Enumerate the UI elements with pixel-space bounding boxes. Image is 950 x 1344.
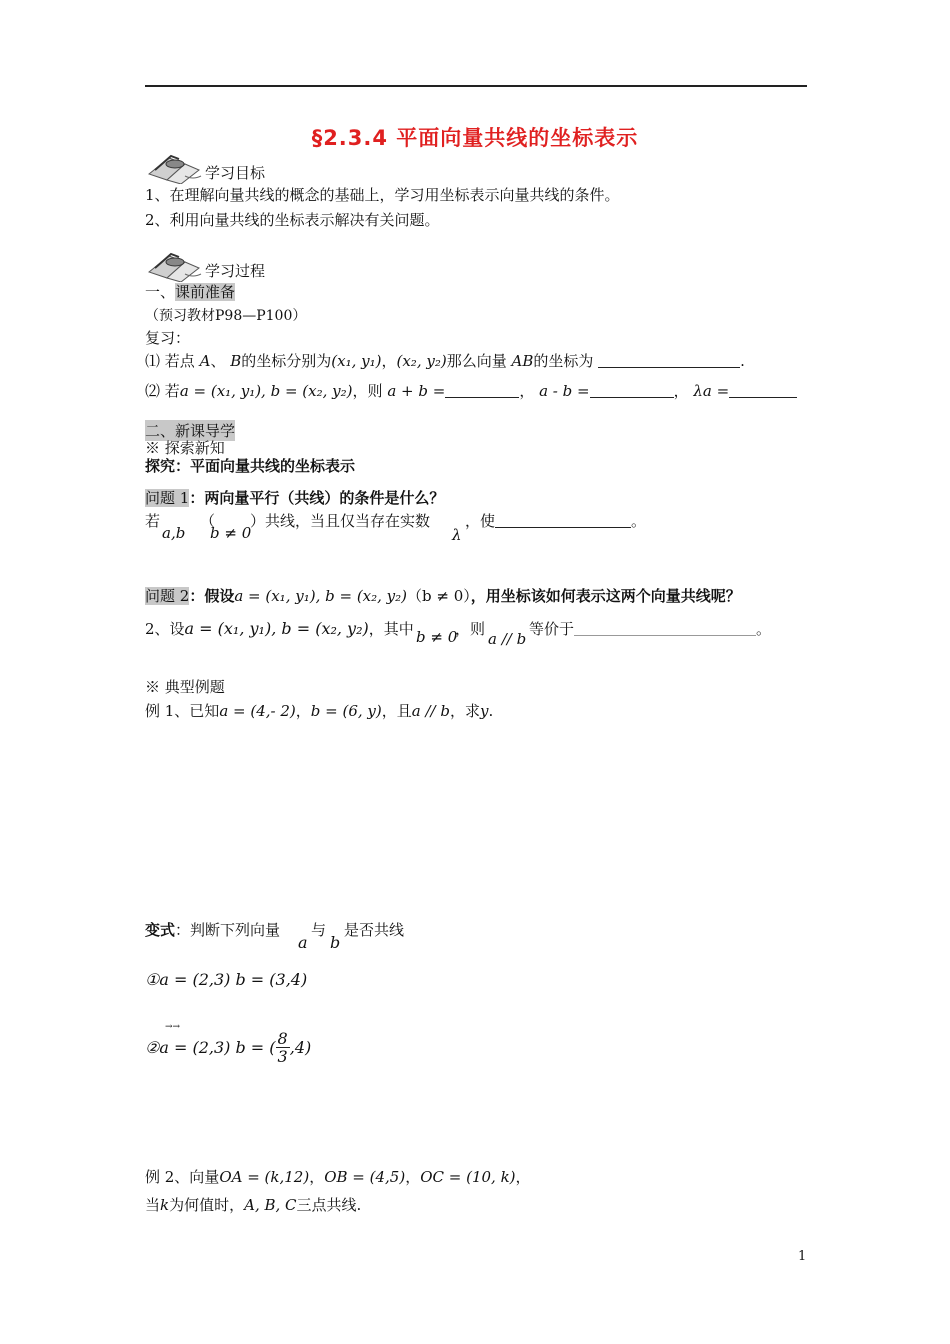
problem2-tail: 等价于 。	[529, 620, 772, 638]
variant-line: 变式：判断下列向量	[145, 921, 281, 939]
example2-line1: 例 2、向量OA = (k,12)，OB = (4,5)，OC = (10, k)，	[145, 1168, 531, 1186]
review-label: 复习：	[145, 329, 191, 347]
example1: 例 1、已知a = (4,- 2)，b = (6, y)，且a // b，求y.	[145, 702, 494, 720]
examples-heading: ※ 典型例题	[145, 678, 225, 696]
variant-item-2: ②a = (2,3) b = ( $\frac{8}{3}$ ,4)	[145, 1029, 312, 1066]
goal-item-2: 2、利用向量共线的坐标表示解决有关问题。	[145, 211, 440, 229]
prep-heading: 一、课前准备	[145, 283, 236, 301]
new-lesson-heading: 二、新课导学	[145, 422, 236, 440]
review-q2: ⑵ 若a = (x₁, y₁), b = (x₂, y₂)，则 a + b = ， a - b = ， λa =	[145, 380, 797, 401]
problem1-tail: ，使 。	[465, 512, 647, 530]
prep-label: 课前准备	[175, 283, 236, 301]
review-q1: ⑴ 若点 A、 B的坐标分别为(x₁, y₁)，(x₂, y₂)那么向量 AB的坐标为 .	[145, 352, 745, 370]
answer-blank[interactable]	[574, 621, 756, 636]
answer-blank[interactable]	[598, 353, 740, 368]
book-hat-icon	[145, 150, 203, 184]
example2-line2: 当k为何值时，A, B, C三点共线.	[145, 1196, 362, 1214]
with-text: 与	[311, 921, 327, 939]
problem2-line: 2、设a = (x₁, y₁), b = (x₂, y₂)，其中	[145, 619, 414, 638]
vector-arrows: →→	[165, 1022, 181, 1032]
vector-a: a	[298, 933, 308, 952]
process-heading: 学习过程	[205, 262, 266, 280]
diff-blank[interactable]	[590, 383, 674, 398]
problem1-heading: 问题 1：两向量平行（共线）的条件是什么？	[145, 489, 445, 507]
preview-note: （预习教材P98—P100）	[145, 308, 307, 324]
lambda-symbol: λ	[452, 526, 462, 544]
vectors-ab: a,b	[162, 524, 186, 542]
problem1-text: ）共线，当且仅当存在实数	[250, 512, 431, 530]
paren-open: （	[200, 512, 216, 530]
problem2-then: ，则	[455, 620, 486, 638]
problem2-heading: 问题 2：假设a = (x₁, y₁), b = (x₂, y₂)（b ≠ 0），用坐标该如何表示这两个向量共线呢？	[145, 587, 741, 605]
problem1-line: 若	[145, 512, 161, 530]
answer-blank[interactable]	[495, 513, 631, 528]
explore-heading: ※ 探索新知	[145, 439, 225, 457]
book-hat-icon	[145, 248, 203, 282]
goals-heading: 学习目标	[205, 164, 266, 182]
sum-blank[interactable]	[445, 383, 519, 398]
variant-item-1: ①a = (2,3) b = (3,4)	[145, 970, 308, 989]
variant-text: 是否共线	[344, 921, 405, 939]
parallel-symbol: a // b	[488, 630, 527, 648]
page-number: 1	[798, 1249, 807, 1264]
nonzero-condition: b ≠ 0	[210, 524, 252, 542]
header-rule	[145, 85, 807, 87]
nonzero-condition: b ≠ 0	[416, 628, 458, 646]
inquiry-heading: 探究：平面向量共线的坐标表示	[145, 457, 356, 475]
page-title: §2.3.4 平面向量共线的坐标表示	[311, 126, 639, 150]
goal-item-1: 1、在理解向量共线的概念的基础上，学习用坐标表示向量共线的条件。	[145, 186, 620, 204]
fraction: $\frac{8}{3}$	[277, 1029, 288, 1066]
scalar-blank[interactable]	[729, 383, 797, 398]
vector-b: b	[330, 933, 341, 952]
